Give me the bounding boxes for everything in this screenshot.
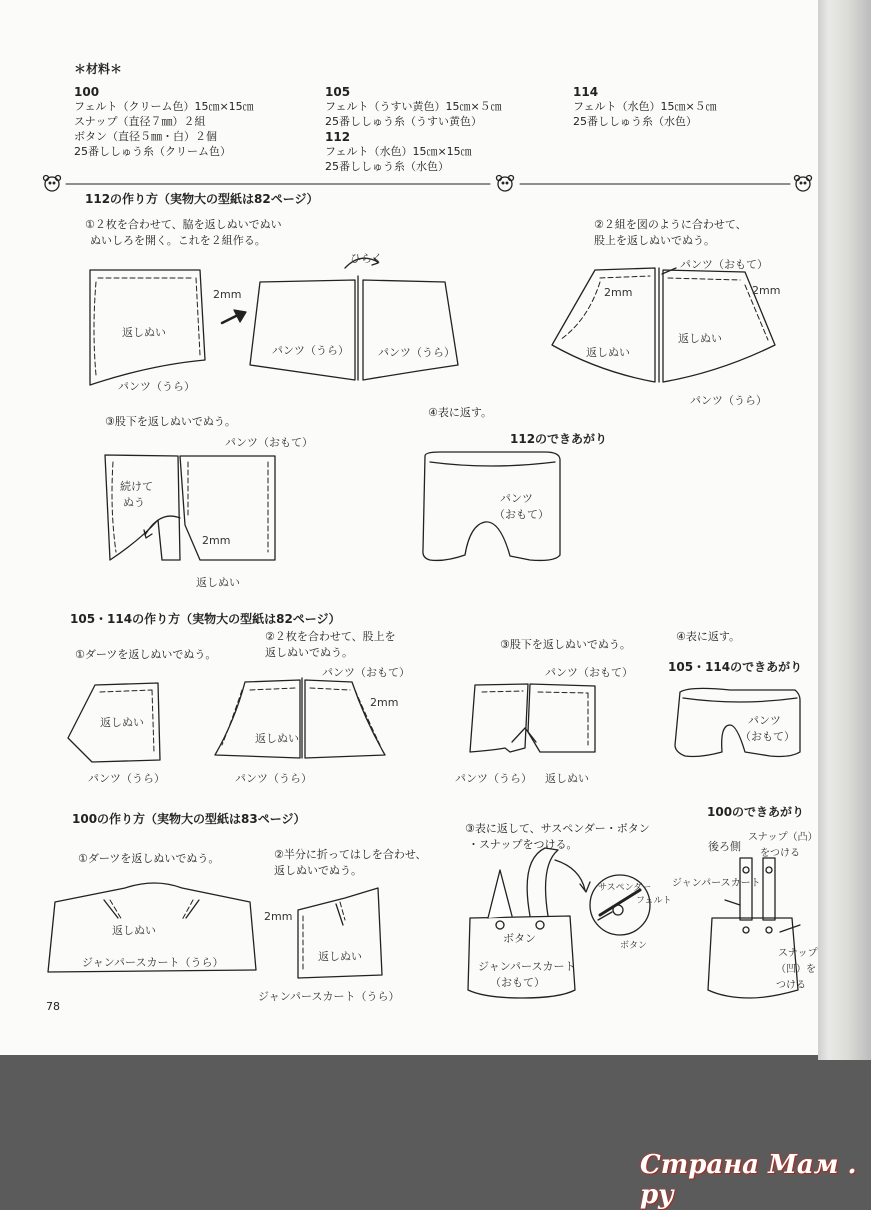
- label-kaeshinui: 返しぬい: [318, 950, 362, 963]
- label-pants-ura: パンツ（うら）: [378, 346, 455, 359]
- label-pants-ura: パンツ（うら）: [690, 394, 767, 407]
- step-100-2: ②半分に折ってはしを合わせ、: [274, 848, 427, 861]
- label-pants-ura: パンツ（うら）: [235, 772, 312, 785]
- section-title-105-114: 105・114の作り方（実物大の型紙は82ページ）: [70, 612, 341, 626]
- done-105-114: 105・114のできあがり: [668, 660, 803, 674]
- label-omote: （おもて）: [494, 508, 549, 521]
- label-snap-convex: をつける: [760, 848, 800, 859]
- diagram-112-step1-opened: [250, 258, 458, 380]
- label-snap-concave: スナップ: [778, 948, 818, 959]
- section-title-112: 112の作り方（実物大の型紙は82ページ）: [85, 192, 319, 206]
- material-line: 100: [74, 85, 100, 99]
- label-button: ボタン: [503, 932, 536, 945]
- label-skirt: ジャンパースカート: [672, 878, 761, 889]
- label-omote: （おもて）: [740, 730, 795, 743]
- label-2mm: 2mm: [213, 288, 242, 301]
- label-snap-convex: スナップ（凸）: [748, 832, 818, 843]
- diagram-105-done: [675, 688, 800, 756]
- label-kaeshinui: 返しぬい: [196, 576, 240, 589]
- step-112-3: ③股下を返しぬいでぬう。: [105, 415, 236, 428]
- material-line: フェルト（うすい黄色）15㎝×５㎝: [325, 100, 502, 113]
- label-pants: パンツ: [500, 492, 533, 505]
- diagram-112-step2: [552, 268, 775, 382]
- next-page-edge: [818, 0, 871, 1060]
- label-pants-ura: パンツ（うら）: [88, 772, 165, 785]
- material-line: 112: [325, 130, 351, 144]
- diagram-105-step3: [470, 684, 595, 752]
- label-kaeshinui: 返しぬい: [100, 716, 144, 729]
- step-100-1: ①ダーツを返しぬいでぬう。: [78, 852, 220, 865]
- label-kaeshinui: 返しぬい: [255, 732, 299, 745]
- label-pants-omote: パンツ（おもて）: [322, 666, 410, 679]
- label-kaeshinui: 返しぬい: [586, 346, 630, 359]
- label-snap-concave: （凹）を: [776, 964, 816, 975]
- done-112: 112のできあがり: [510, 432, 608, 446]
- page-number: 78: [46, 1000, 60, 1013]
- step-105-1: ①ダーツを返しぬいでぬう。: [75, 648, 217, 661]
- step-112-2: ②２組を図のように合わせて、: [594, 218, 747, 231]
- step-112-2: 股上を返しぬいでぬう。: [594, 234, 715, 247]
- step-112-4: ④表に返す。: [428, 406, 492, 419]
- done-100: 100のできあがり: [707, 805, 805, 819]
- material-line: 105: [325, 85, 351, 99]
- label-pants-omote: パンツ（おもて）: [680, 258, 768, 271]
- label-felt: フェルト: [636, 896, 672, 906]
- label-nuu: ぬう: [123, 496, 145, 509]
- material-line: フェルト（水色）15㎝×15㎝: [325, 145, 472, 158]
- label-2mm: 2mm: [370, 696, 399, 709]
- label-suspender: サスペンダー: [598, 883, 652, 893]
- step-105-2: ②２枚を合わせて、股上を: [265, 630, 396, 643]
- material-line: フェルト（クリーム色）15㎝×15㎝: [74, 100, 254, 113]
- material-line: フェルト（水色）15㎝×５㎝: [573, 100, 717, 113]
- step-112-1: ①２枚を合わせて、脇を返しぬいでぬい: [85, 218, 282, 231]
- label-pants-ura: パンツ（うら）: [272, 344, 349, 357]
- step-112-1: ぬいしろを開く。これを２組作る。: [90, 234, 266, 247]
- label-kaeshinui: 返しぬい: [122, 326, 166, 339]
- label-pants-omote: パンツ（おもて）: [225, 436, 313, 449]
- label-skirt-ura: ジャンパースカート（うら）: [258, 990, 400, 1003]
- label-skirt: ジャンパースカート: [478, 960, 576, 973]
- bear-icon: [497, 176, 514, 192]
- label-2mm: 2mm: [202, 534, 231, 547]
- material-line: 114: [573, 85, 599, 99]
- label-pants: パンツ: [748, 714, 781, 727]
- label-pants-omote: パンツ（おもて）: [545, 666, 633, 679]
- label-tsuzukete: 続けて: [120, 480, 153, 493]
- material-line: スナップ（直径７㎜）２組: [74, 115, 206, 128]
- material-line: 25番ししゅう糸（水色）: [573, 115, 697, 128]
- bear-icon: [795, 176, 812, 192]
- label-2mm: 2mm: [264, 910, 293, 923]
- diagram-100-step2: [298, 888, 382, 978]
- step-100-3: ・スナップをつける。: [468, 838, 578, 851]
- section-title-100: 100の作り方（実物大の型紙は83ページ）: [72, 812, 306, 826]
- label-button: ボタン: [620, 941, 648, 951]
- label-pants-ura: パンツ（うら）: [118, 380, 195, 393]
- step-100-2: 返しぬいでぬう。: [274, 864, 362, 877]
- label-kaeshinui: 返しぬい: [112, 924, 156, 937]
- step-100-3: ③表に返して、サスペンダー・ボタン: [465, 822, 650, 835]
- label-2mm: 2mm: [752, 284, 781, 297]
- label-kaeshinui: 返しぬい: [678, 332, 722, 345]
- materials-heading: ＊材料＊: [74, 62, 123, 76]
- material-line: ボタン（直径５㎜・白）２個: [74, 130, 217, 143]
- step-105-4: ④表に返す。: [676, 630, 740, 643]
- diagram-105-step2: [215, 678, 385, 758]
- label-snap-concave: つける: [776, 980, 806, 991]
- bear-icon: [44, 176, 61, 192]
- label-2mm: 2mm: [604, 286, 633, 299]
- label-omote: （おもて）: [490, 976, 545, 989]
- material-line: 25番ししゅう糸（クリーム色）: [74, 145, 231, 158]
- label-pants-ura: パンツ（うら）: [455, 772, 532, 785]
- label-back: 後ろ側: [708, 840, 741, 853]
- label-skirt-ura: ジャンパースカート（うら）: [82, 956, 224, 969]
- step-105-3: ③股下を返しぬいでぬう。: [500, 638, 631, 651]
- label-kaeshinui: 返しぬい: [545, 772, 589, 785]
- label-hiraku: ひらく: [350, 252, 383, 265]
- material-line: 25番ししゅう糸（水色）: [325, 160, 449, 173]
- watermark-logo: Страна Мам . ру: [640, 1150, 857, 1210]
- material-line: 25番ししゅう糸（うすい黄色）: [325, 115, 482, 128]
- step-105-2: 返しぬいでぬう。: [265, 646, 353, 659]
